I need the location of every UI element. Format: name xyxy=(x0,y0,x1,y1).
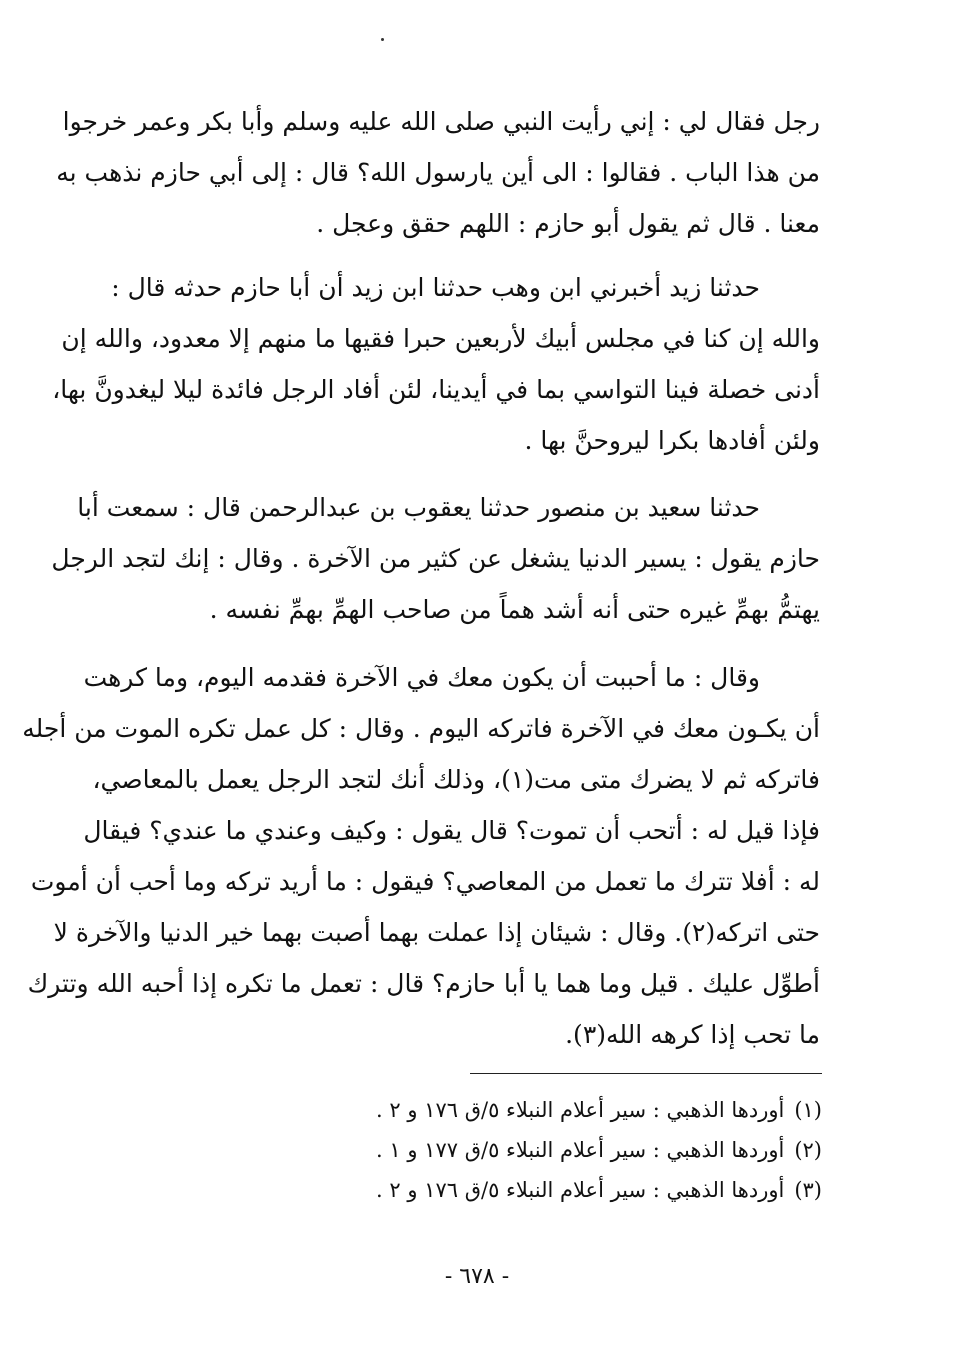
print-speck xyxy=(381,38,384,41)
text-line: حتى اتركه(٢). وقال : شيئان إذا عملت بهما أصبت بهما خير الدنيا والآخرة لا xyxy=(53,918,820,947)
paragraph-1 xyxy=(56,96,820,249)
text-line: ولئن أفادها بكرا ليروحنَّ بها . xyxy=(524,426,820,455)
paragraph-3 xyxy=(51,482,820,635)
text-line: معنا . قال ثم يقول أبو حازم : اللهم حقق وعجل . xyxy=(316,209,820,238)
text-line: من هذا الباب . فقالوا : الى أين يارسول الله؟ قال : إلى أبي حازم نذهب به xyxy=(56,158,820,187)
footnote-text: أوردها الذهبي : سير أعلام النبلاء ٥/ق ١٧٦ و ٢ . xyxy=(376,1098,785,1122)
text-line: رجل فقال لي : إني رأيت النبي صلى الله عليه وسلم وأبا بكر وعمر خرجوا xyxy=(62,107,820,136)
footnote-2 xyxy=(300,1130,822,1170)
footnote-text: أوردها الذهبي : سير أعلام النبلاء ٥/ق ١٧٧ و ١ . xyxy=(376,1138,785,1162)
text-line: ما تحب إذا كرهه الله(٣). xyxy=(565,1020,820,1049)
text-line: أدنى خصلة فينا التواسي بما في أيدينا، لئن أفاد الرجل فائدة ليلا ليغدونَّ بها، xyxy=(52,375,820,404)
text-line: وقال : ما أحببت أن يكون معك في الآخرة فقدمه اليوم، وما كرهت xyxy=(83,663,760,692)
text-line: أطوِّل عليك . قيل وما هما يا أبا حازم؟ قال : تعمل ما تكره إذا أحبه الله وتترك xyxy=(27,969,820,998)
footnote-divider xyxy=(470,1073,822,1074)
footnote-number: (٢) xyxy=(794,1138,822,1162)
text-line: فاتركه ثم لا يضرك متى مت(١)، وذلك أنك لتجد الرجل يعمل بالمعاصي، xyxy=(92,765,820,794)
text-line: يهتمُّ بهمِّ غيره حتى أنه أشد هماً من صاحب الهمِّ بهمِّ نفسه . xyxy=(209,595,820,624)
page-number: - ٦٧٨ - xyxy=(444,1264,510,1289)
footnote-number: (١) xyxy=(794,1098,822,1122)
paragraph-2 xyxy=(52,262,820,466)
text-line: حدثنا سعيد بن منصور حدثنا يعقوب بن عبدالرحمن قال : سمعت أبا xyxy=(77,493,760,522)
footnote-text: أوردها الذهبي : سير أعلام النبلاء ٥/ق ١٧٦ و ٢ . xyxy=(376,1178,785,1202)
text-line: حدثنا زيد أخبرني ابن وهب حدثنا ابن زيد أن أبا حازم حدثه قال : xyxy=(111,273,760,302)
text-line: له : أفلا تترك ما تعمل من المعاصي؟ فيقول : ما أريد تركه وما أحب أن أموت xyxy=(30,867,820,896)
footnote-1 xyxy=(300,1090,822,1130)
footnote-3 xyxy=(300,1170,822,1210)
text-line: أن يكـون معك في الآخرة فاتركه اليوم . وقال : كل عمل تكره الموت من أجله xyxy=(22,714,820,743)
text-line: والله إن كنا في مجلس أبيك لأربعين حبرا فقيها ما منهم إلا معدود، والله إن xyxy=(61,324,820,353)
text-line: فإذا قيل له : أتحب أن تموت؟ قال يقول : وكيف وعندي ما عندي؟ فيقال xyxy=(83,816,820,845)
footnotes xyxy=(300,1090,822,1210)
paragraph-4 xyxy=(22,652,820,1060)
text-line: حازم يقول : يسير الدنيا يشغل عن كثير من الآخرة . وقال : إنك لتجد الرجل xyxy=(51,544,820,573)
footnote-number: (٣) xyxy=(794,1178,822,1202)
